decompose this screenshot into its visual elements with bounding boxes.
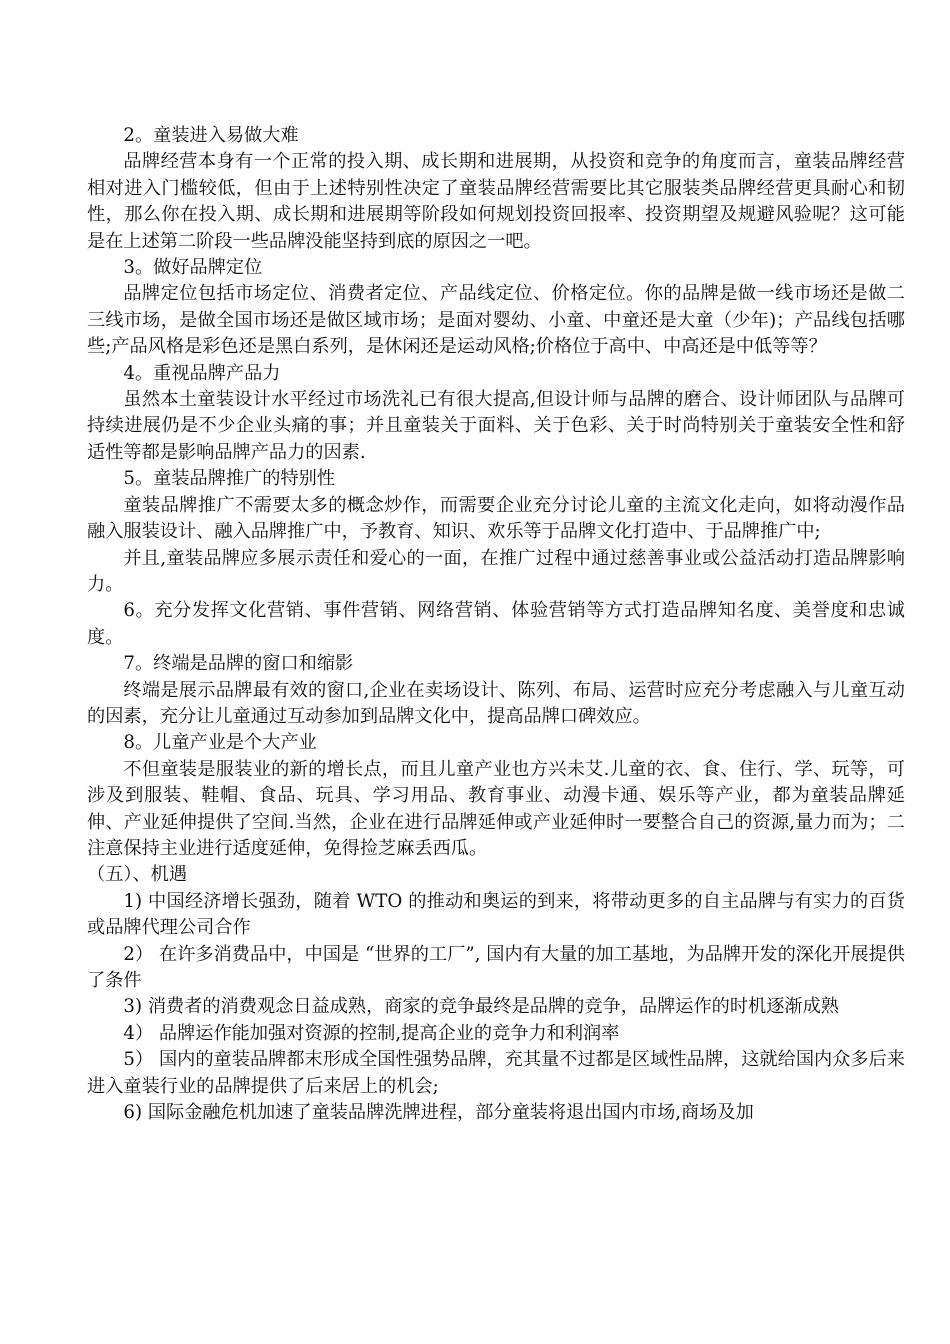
section-heading-opportunities: （五）、机遇 — [87, 864, 188, 886]
paragraph: 不但童装是服装业的新的增长点，而且儿童产业也方兴未艾.儿童的衣、食、住行、学、玩等，可涉及到服装、鞋帽、食品、玩具、学习用品、教育事业、动漫卡通、娱乐等产业，都为童装品牌延伸、产业延伸提供了空间.当然，企业在进行品牌延伸或产业延伸时一要整合自己的资源,量力而为；二注意保持主业进行适度延伸，免得捡芝麻丢西瓜。 — [87, 758, 905, 859]
paragraph: 品牌定位包括市场定位、消费者定位、产品线定位、价格定位。你的品牌是做一线市场还是做二三线市场，是做全国市场还是做区域市场；是面对婴幼、小童、中童还是大童（少年)；产品线包括哪些;产品风格是彩色还是黑白系列，是休闲还是运动风格;价格位于高中、中高还是中低等等？ — [87, 283, 905, 358]
section-heading-7: 7。终端是品牌的窗口和缩影 — [123, 653, 354, 675]
section-heading-5: 5。童装品牌推广的特别性 — [123, 468, 336, 490]
list-item: 6) 国际金融危机加速了童装品牌洗牌进程，部分童装将退出国内市场,商场及加 — [123, 1102, 754, 1124]
paragraph: 品牌经营本身有一个正常的投入期、成长期和进展期，从投资和竞争的角度而言，童装品牌经营相对进入门槛较低，但由于上述特别性决定了童装品牌经营需要比其它服装类品牌经营更具耐心和韧性，那么你在投入期、成长期和进展期等阶段如何规划投资回报率、投资期望及规避风验呢？这可能是在上述第二阶段一些品牌没能坚持到底的原因之一吧。 — [87, 151, 905, 252]
document-page — [87, 123, 905, 1126]
paragraph: 虽然本土童装设计水平经过市场洗礼已有很大提高,但设计师与品牌的磨合、设计师团队与品牌可持续进展仍是不少企业头痛的事；并且童装关于面料、关于色彩、关于时尚特别关于童装安全性和舒适性等都是影响品牌产品力的因素. — [87, 389, 905, 463]
list-item: 2） 在许多消费品中，中国是 “世界的工厂”, 国内有大量的加工基地，为品牌开发的深化开展提供了条件 — [87, 943, 905, 991]
section-heading-2: 2。童装进入易做大难 — [123, 125, 299, 146]
list-item: 1) 中国经济增长强劲，随着 WTO 的推动和奥运的到来，将带动更多的自主品牌与有实力的百货或品牌代理公司合作 — [87, 890, 905, 939]
section-heading-4: 4。重视品牌产品力 — [123, 362, 281, 384]
list-item: 5） 国内的童装品牌都末形成全国性强势品牌，充其量不过都是区域性品牌，这就给国内众多后来进入童装行业的品牌提供了后来居上的机会; — [87, 1049, 905, 1097]
paragraph: 终端是展示品牌最有效的窗口,企业在卖场设计、陈列、布局、运营时应充分考虑融入与儿童互动的因素，充分让儿童通过互动参加到品牌文化中，提高品牌口碑效应。 — [87, 679, 905, 727]
section-heading-3: 3。做好品牌定位 — [123, 257, 263, 279]
paragraph: 并且,童装品牌应多展示责任和爱心的一面，在推广过程中通过慈善事业或公益活动打造品牌影响力。 — [87, 547, 905, 595]
section-heading-6: 6。充分发挥文化营销、事件营销、网络营销、体验营销等方式打造品牌知名度、美誉度和忠诚度。 — [87, 600, 905, 648]
list-item: 3) 消费者的消费观念日益成熟，商家的竞争最终是品牌的竞争，品牌运作的时机逐渐成熟 — [123, 996, 839, 1018]
list-item: 4） 品牌运作能加强对资源的控制,提高企业的竞争力和利润率 — [123, 1022, 620, 1044]
section-heading-8: 8。儿童产业是个大产业 — [123, 732, 317, 754]
paragraph: 童装品牌推广不需要太多的概念炒作，而需要企业充分讨论儿童的主流文化走向，如将动漫作品融入服装设计、融入品牌推广中，予教育、知识、欢乐等于品牌文化打造中、于品牌推广中; — [87, 494, 905, 543]
